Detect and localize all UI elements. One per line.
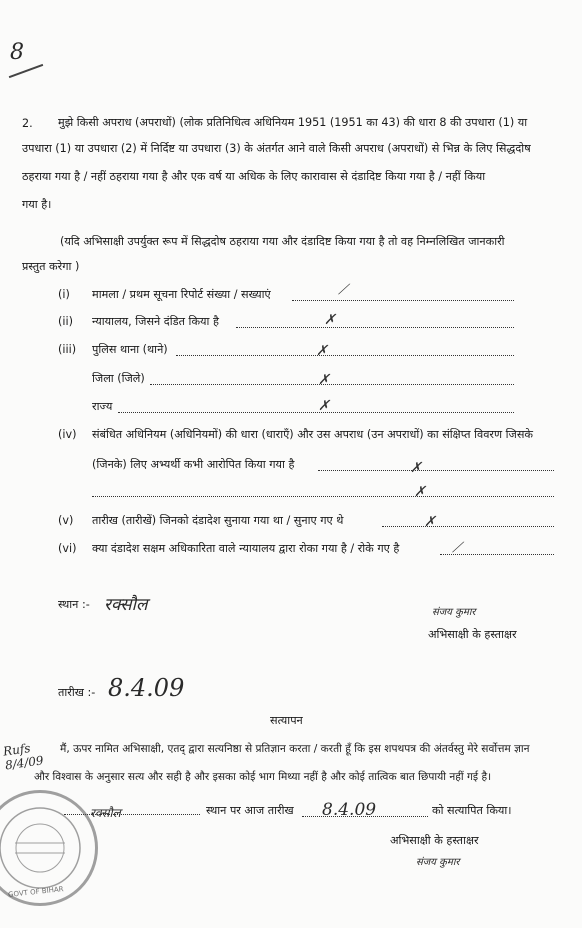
item-iv-line-2: (जिनके) लिए अभ्यर्थी कभी आरोपित किया गया है <box>92 458 295 471</box>
item-iii-dotted-line <box>176 355 514 356</box>
item-iii-number: (iii) <box>58 343 77 356</box>
item-iii-district-dotted-line <box>150 384 514 385</box>
page-number: 8 <box>10 40 24 65</box>
para2-line-2: उपधारा (1) या उपधारा (2) में निर्दिष्ट या उपधारा (3) के अंतर्गत आने वाले किसी अपराध (अपराधों) से भिन्न के लिए सिद्धदोष <box>22 142 531 155</box>
item-v-label: तारीख (तारीखें) जिनको दंडादेश सुनाया गया था / सुनाए गए थे <box>92 514 344 527</box>
note-line-1: (यदि अभिसाक्षी उपर्युक्त रूप में सिद्धदोष ठहराया गया और दंडादिष्ट किया गया है तो वह निम्नलिखित जानकारी <box>60 235 505 248</box>
item-ii-label: न्यायालय, जिसने दंडित किया है <box>92 315 219 328</box>
verification-place-prefix: स्थान पर आज तारीख <box>206 804 294 817</box>
verification-date-value: 8.4.09 <box>322 800 377 820</box>
item-iii-cross-mark: ✗ <box>316 343 328 359</box>
place-value: रक्सौल <box>104 595 148 615</box>
item-iv-cross-mark-2: ✗ <box>414 484 426 500</box>
para2-line-4: गया है। <box>22 198 52 211</box>
stamp-text: GOVT OF BIHAR <box>7 885 64 899</box>
verification-suffix: को सत्यापित किया। <box>432 804 512 817</box>
item-i-number: (i) <box>58 288 70 301</box>
para2-line-1: मुझे किसी अपराध (अपराधों) (लोक प्रतिनिधित्व अधिनियम 1951 (1951 का 43) की धारा 8 की उपधारा (1) या <box>58 116 528 129</box>
item-iv-dotted-line-1 <box>318 470 554 471</box>
item-v-dotted-line <box>382 526 554 527</box>
verification-place-value: रक्सौल <box>90 806 121 820</box>
item-v-cross-mark: ✗ <box>424 514 436 530</box>
item-ii-number: (ii) <box>58 315 73 328</box>
verification-title: सत्यापन <box>270 714 303 727</box>
item-iii-label: पुलिस थाना (थाने) <box>92 343 168 356</box>
place-label: स्थान :- <box>58 598 90 611</box>
item-iv-dotted-line-2 <box>92 496 554 497</box>
margin-note: Rufs 8/4/09 <box>2 740 45 773</box>
item-ii-dotted-line <box>236 327 514 328</box>
item-iv-line-1: संबंधित अधिनियम (अधिनियमों) की धारा (धाराएँ) और उस अपराध (उन अपराधों) का संक्षिप्त विवरण जिसके <box>92 428 533 441</box>
section-number: 2. <box>22 117 33 130</box>
date-value: 8.4.09 <box>108 674 185 702</box>
item-ii-cross-mark: ✗ <box>324 312 336 328</box>
deponent-sign-label-2: अभिसाक्षी के हस्ताक्षर <box>390 834 479 847</box>
item-iii-state-dotted-line <box>118 412 514 413</box>
item-vi-label: क्या दंडादेश सक्षम अधिकारिता वाले न्यायालय द्वारा रोका गया है / रोके गए है <box>92 542 400 555</box>
verification-line-1: मैं, ऊपर नामित अभिसाक्षी, एतद् द्वारा सत्यनिष्ठा से प्रतिज्ञान करता / करती हूँ कि इस शपथपत्र की अंतर्वस्तु मेरे सर्वोत्तम ज्ञान <box>60 743 530 755</box>
item-iv-cross-mark-1: ✗ <box>410 460 422 476</box>
item-v-number: (v) <box>58 514 74 527</box>
verification-line-2: और विश्वास के अनुसार सत्य और सही है और इसका कोई भाग मिथ्या नहीं है और कोई तात्विक बात छिपायी नहीं गई है। <box>34 771 492 783</box>
date-label: तारीख :- <box>58 686 96 699</box>
item-iii-state-label: राज्य <box>92 400 113 413</box>
page-number-stroke <box>9 64 44 78</box>
item-i-label: मामला / प्रथम सूचना रिपोर्ट संख्या / सख्याएं <box>92 288 271 301</box>
deponent-signature: संजय कुमार <box>432 607 476 618</box>
item-iii-district-cross-mark: ✗ <box>318 372 330 388</box>
item-iv-number: (iv) <box>58 428 77 441</box>
deponent-sign-label: अभिसाक्षी के हस्ताक्षर <box>428 628 517 641</box>
item-vi-number: (vi) <box>58 542 77 555</box>
item-i-cross-mark: ⟋ <box>338 282 348 298</box>
para2-line-3: ठहराया गया है / नहीं ठहराया गया है और एक वर्ष या अधिक के लिए कारावास से दंडादिष्ट किया गया है / नहीं किया <box>22 170 486 183</box>
note-line-2: प्रस्तुत करेगा ) <box>22 260 80 273</box>
item-iii-state-cross-mark: ✗ <box>318 398 330 414</box>
item-i-dotted-line <box>292 300 514 301</box>
item-vi-cross-mark: ⟋ <box>452 540 462 556</box>
deponent-signature-2: संजय कुमार <box>416 857 460 868</box>
item-iii-district-label: जिला (जिले) <box>92 372 145 385</box>
